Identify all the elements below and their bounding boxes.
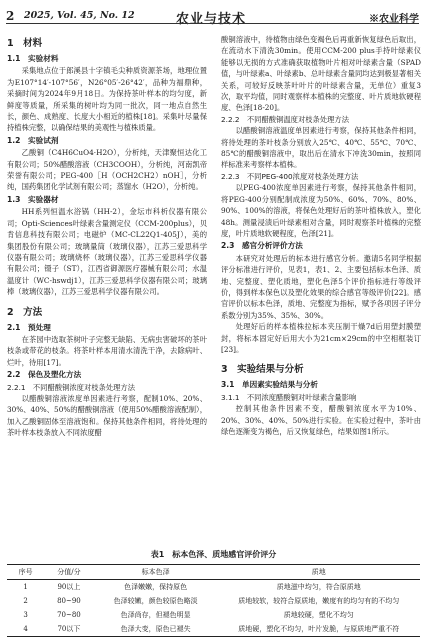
section-heading: 2 方法	[7, 306, 43, 318]
left-column	[7, 34, 207, 439]
paragraph: 在茶园中选取茶树叶子完整无缺陷、无病虫害破坏的茶叶枝条或带花的枝条。将茶叶样本用清水清洗干净，去除病叶、烂叶，待用[17]。	[7, 334, 207, 367]
table-cell: 质地较软，较符合原质地，嫩度有的均匀有的不均匀	[238, 597, 400, 605]
table-row	[7, 622, 420, 637]
paragraph: 处理好后的样本植株拉标本夹压制干燥7d后用塑封膜塑封，将标本固定好后用大小为21cm×29cm的中空相框装订[23]。	[221, 322, 421, 354]
paragraph: 本研究对处理后的标本进行感官分析。邀请5名同学根据评分标准进行评价，见表1，表1、2、主要包括标本色泽、质地、完整度、塑化质地，塑化色泽5个评价指标进行等级评价，得到样本保色以及塑化效果的综合感官等级评价[22]。感官评价以标本色泽，质地、完整度为指标，赋予各项因子评分系数分别为35%、35%、30%。	[221, 253, 421, 320]
table-cell: 色泽较嫩，颜色较原色略淡	[113, 597, 198, 605]
table-cell: 质地较硬，塑化不均匀	[283, 611, 354, 619]
section-heading: 3 实验结果与分析	[221, 364, 304, 376]
table-header-cell: 分值/分	[57, 568, 81, 576]
paragraph: 酸铜溶液中，待植物由绿色变褐色后再重新恢复绿色后取出，在流动水下清洗30min。使用CCM-200 plus手持叶绿素仪能够以无损的方式准确获取植物叶片相对叶绿素含量（SPAD值，与叶绿素a、叶绿素b、总叶绿素含量同均达到极显著相关关系，可较好反映茶叶叶片的叶绿素含量，无单位）重复3次，取平均值，同时观察样本植株的完整度、叶片质地软硬程度、色泽[18-20]。	[221, 35, 421, 113]
table-cell: 色泽大变，原色已褪失	[120, 625, 191, 633]
table-cell: 80~90	[57, 597, 81, 605]
table-cell: 70~80	[57, 611, 81, 619]
table-row	[7, 580, 420, 595]
right-column	[221, 34, 421, 437]
header-rule	[6, 23, 419, 24]
issue-info: 2025, Vol. 45, No. 12	[24, 10, 135, 21]
paragraph: 以醋酸铜溶液温度单因素进行考察，保持其他条件相同，将待处理的茶叶枝条分别放入25℃、40℃、55℃、70℃、85℃的醋酸铜溶液中，取出后在清水下冲洗30min，按照同样标准来考察样本植株。	[221, 126, 421, 170]
paragraph: 以PEG-400浓度单因素进行考察，保持其他条件相同，将PEG-400分别配制成浓度为50%、60%、70%、80%、90%、100%的溶液，将保色处理好后的茶叶植株放入，塑化48h。测量浸渍后叶绿素相对含量，同时观察茶叶植株的完整度，叶片质地软硬程度，色泽[21]。	[221, 183, 421, 238]
paragraph: 采集地点位于郎溪县十字镇毛尖种质资源茶场，地理位置为E107°14′-107°56′，N26°05′-26°42′，品种为福鼎种，采摘时间为2024年9月18日。为保持茶叶样本的均匀度，新鲜度等质量，所采集的树叶均为同一批次，同一地点自然生长，颜色、成熟度、长度大小相近的植株[18]。采集叶尽量保持植株完整，以确保结果的美观性与植株质量。	[7, 66, 207, 133]
journal-title: 农业与技术	[176, 12, 247, 27]
subsection-heading: 2.1 预处理	[7, 322, 51, 332]
subsubsection-heading: 2.2.1 不同醋酸铜浓度对枝条处理方法	[7, 382, 136, 392]
table-cell: 3	[23, 611, 28, 619]
section-heading: 1 材料	[7, 38, 43, 49]
evaluation-table	[7, 549, 420, 637]
subsubsection-heading: 2.2.2 不同醋酸铜温度对枝条处理方法	[221, 114, 350, 124]
subsection-heading: 3.1 单因素实验结果与分析	[221, 380, 318, 390]
subsection-heading: 1.3 实验器材	[7, 194, 59, 204]
table-header-row	[7, 565, 420, 580]
paragraph: HH系列恒温水浴锅（HH-2），金坛市科析仪器有限公司；Opti-Sciences叶绿素含量测定仪（CCM-200plus），贝肯信息科技有限公司；电磁炉（MC-CL22Q1-405J），美的集团股份有限公司；玻璃量筒（玻璃仪器），江苏三爱思科学仪器有限公司；玻璃烧杯（玻璃仪器），江苏三爱思科学仪器有限公司；镊子（ST），江西省御源医疗器械有限公司；水温温度计（WC-hswdj1），江苏三爱思科学仪器有限公司；玻璃棒（玻璃仪器），江苏三爱思科学仪器有限公司。	[7, 207, 207, 297]
table-cell: 90以上	[57, 583, 81, 591]
table-header-cell: 序号	[18, 568, 33, 576]
table-cell: 2	[23, 597, 28, 605]
table	[7, 564, 420, 637]
table-cell: 质地硬，塑化不均匀，叶片发脆，与原质地严重不符	[238, 625, 400, 633]
table-row	[7, 608, 420, 622]
table-caption: 表1 标本色泽、质地感官评价评分	[150, 550, 277, 559]
page-number: 2	[6, 9, 15, 23]
subsection-heading: 2.3 感官分析评价方法	[221, 241, 303, 251]
page-header	[0, 0, 427, 25]
table-row	[7, 594, 420, 608]
subsection-heading: 2.2 保色及塑化方法	[7, 370, 82, 380]
table-cell: 4	[23, 625, 28, 633]
table-cell: 色泽尚存，但褪色明显	[120, 611, 191, 619]
subsection-heading: 1.2 实验试剂	[7, 135, 59, 145]
table-header-cell: 质地	[311, 568, 326, 576]
table-cell: 质地滋中均匀，符合原质地	[276, 583, 361, 591]
paragraph: 乙酸铜（C4H6CuO4·H2O），分析纯，天津聚恒达化工有限公司；50%醋酸溶液（CH3COOH），分析纯，河南凯帝荣誉有限公司；PEG-400［H（OCH2CH2）nOH］，分析纯，国药集团化学试剂有限公司；蒸馏水（H2O），分析纯。	[7, 148, 207, 192]
subsection-heading: 1.1 实验材料	[7, 54, 59, 63]
table-cell: 色泽嫩嫩，保持原色	[124, 583, 188, 591]
subsubsection-heading: 2.2.3 不同PEG-400浓度对枝条处理方法	[221, 171, 359, 181]
table-cell: 70以下	[57, 625, 81, 633]
table-header-cell: 标本色泽	[141, 568, 170, 576]
paragraph: 控制其他条件因素不变，醋酸铜浓度水平为10%、20%、30%、40%、50%进行实验。在实验过程中，茶叶由绿色逐渐变为褐色，后又恢复绿色，结果如图1所示。	[221, 404, 421, 436]
table-cell: 1	[23, 583, 28, 591]
section-label: ※农业科学	[369, 14, 419, 25]
paragraph: 以醋酸铜溶液浓度单因素进行考察，配制10%、20%、30%、40%、50%的醋酸铜溶液（使用50%醋酸溶液配制），加入乙酸铜固体至溶液饱和。保持其他条件相同，将待处理的茶叶样本枝条放入不同浓度醋	[7, 393, 207, 438]
subsubsection-heading: 3.1.1 不同浓度醋酸铜对叶绿素含量影响	[221, 392, 357, 402]
